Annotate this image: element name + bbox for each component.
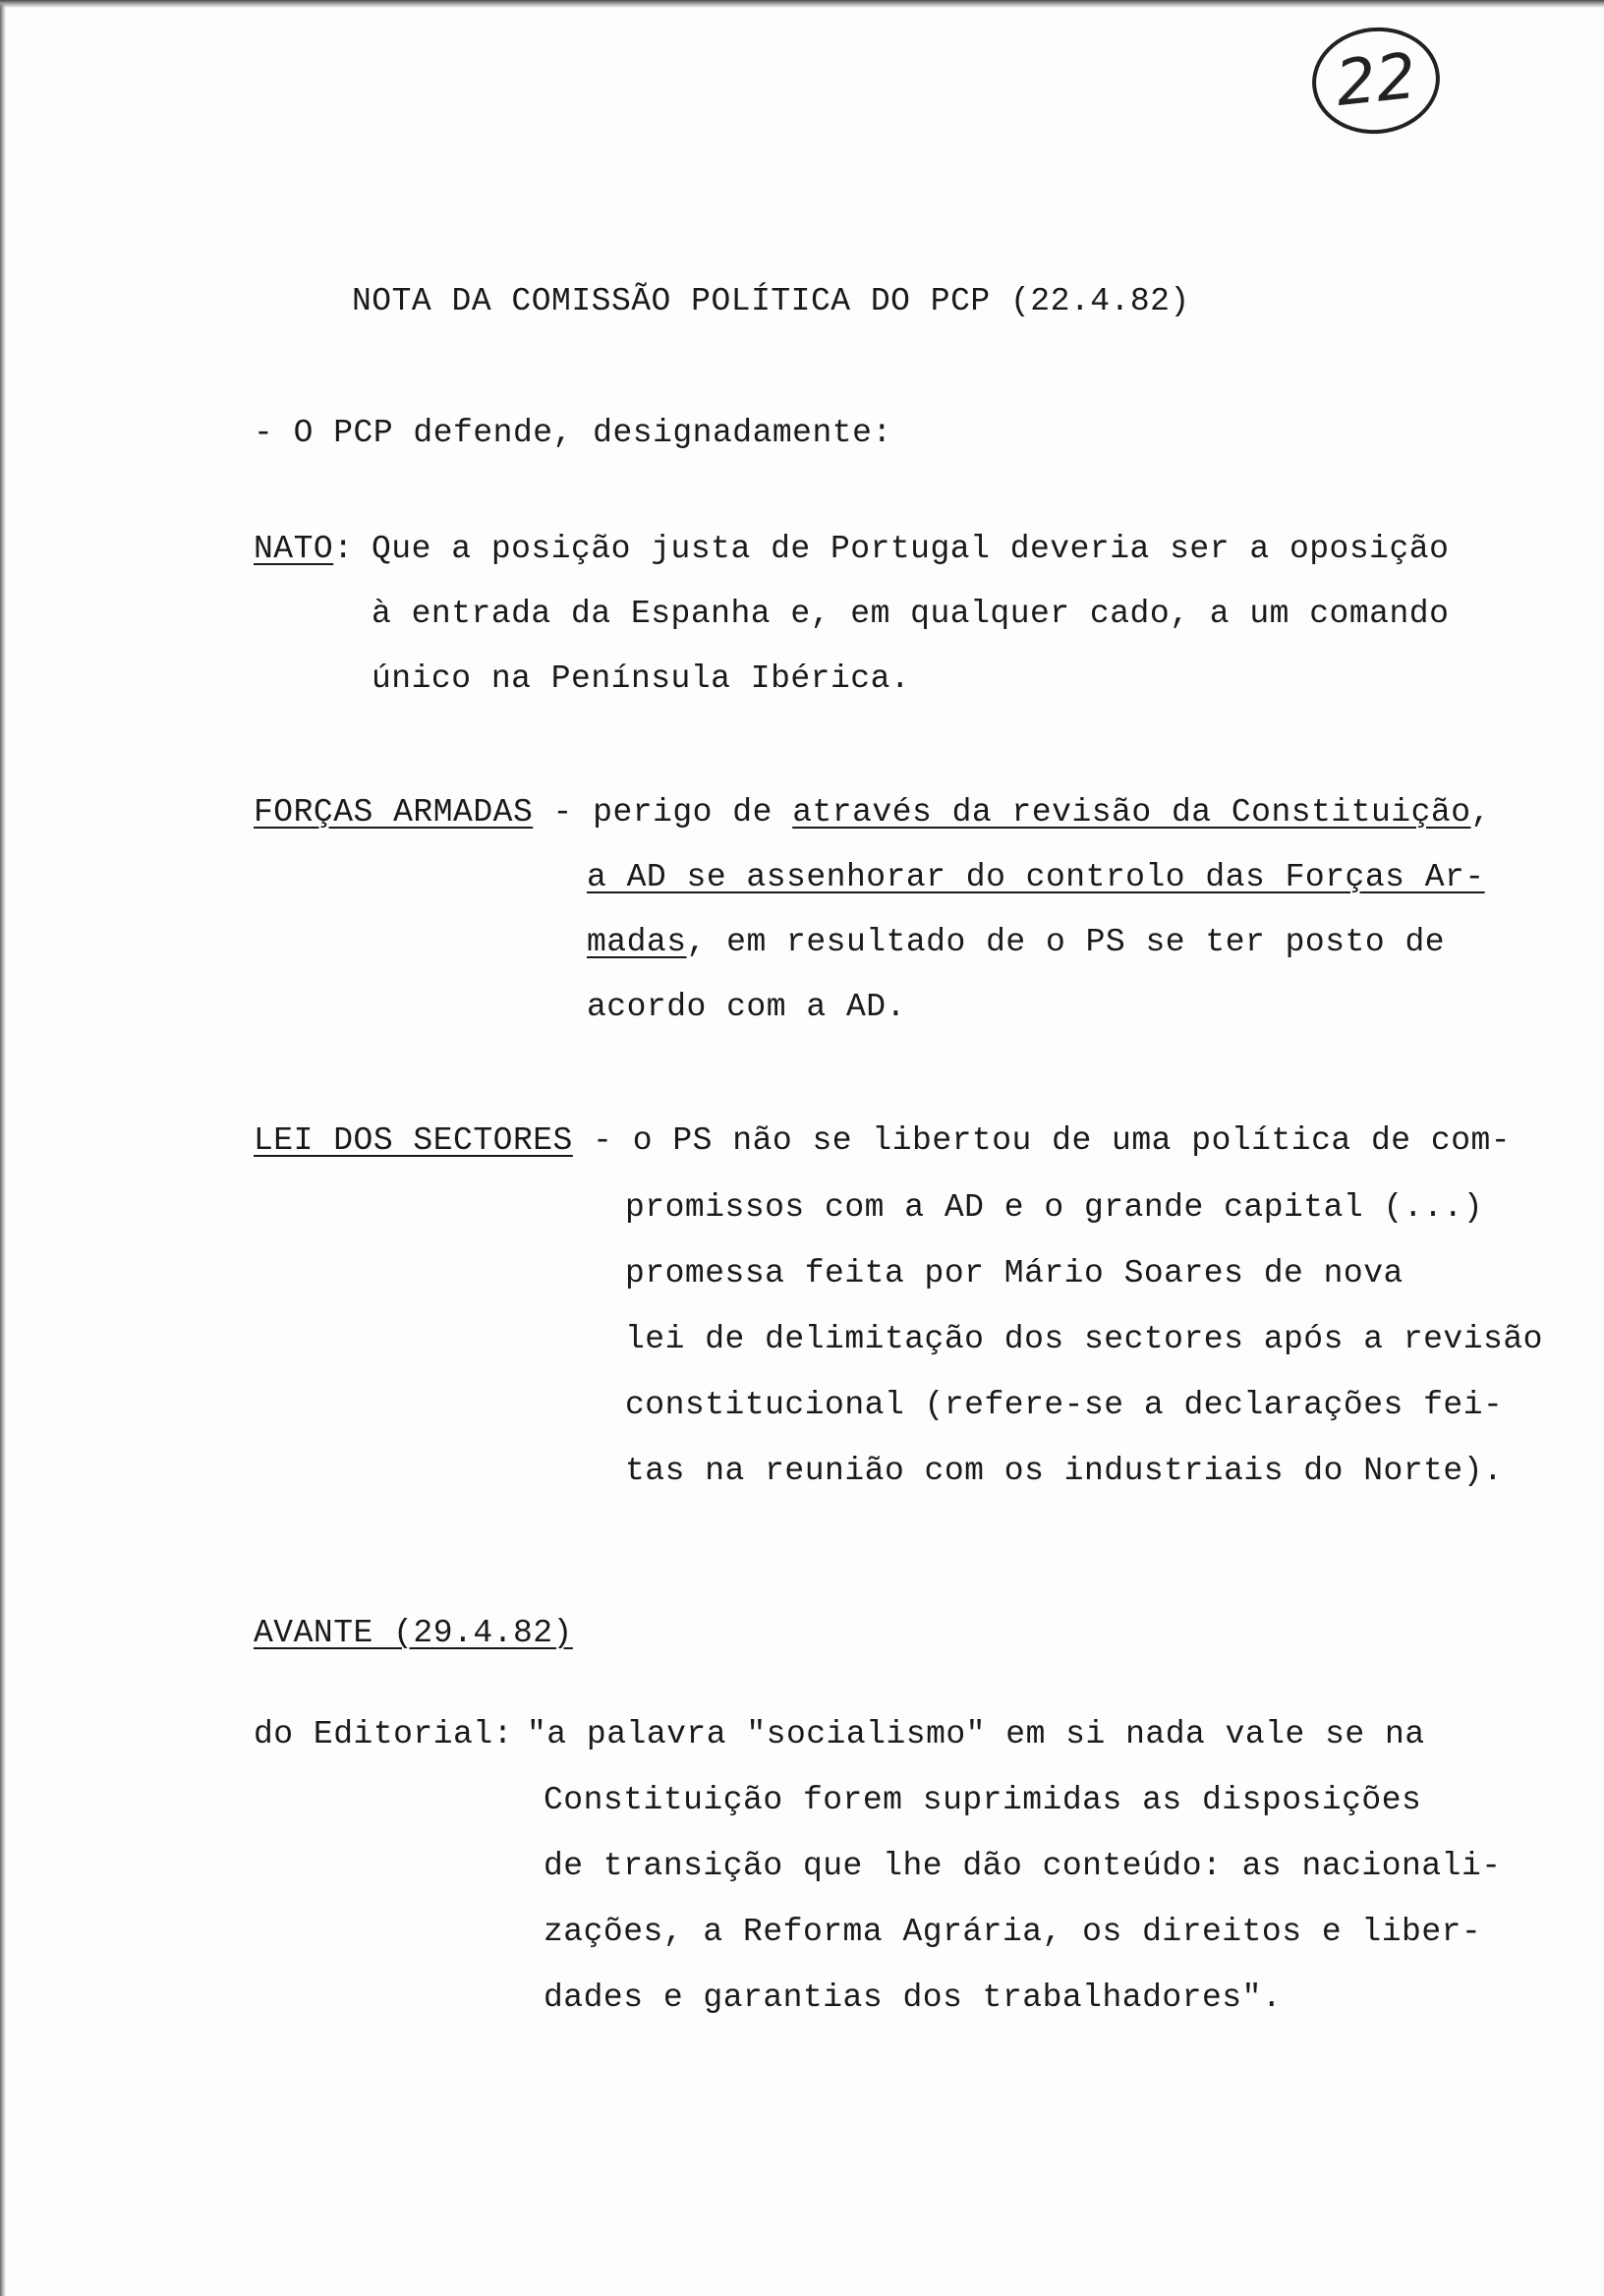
forcas-label: FORÇAS ARMADAS <box>254 794 534 831</box>
page-number-circled: 22 <box>1307 22 1446 141</box>
nato-colon: : <box>333 531 354 567</box>
forcas-line-2: a AD se assenhorar do controlo das Forças Ar- <box>587 859 1485 895</box>
nato-label: NATO <box>254 531 334 567</box>
forcas-underlined-3: madas <box>587 924 687 960</box>
avante-line-2: Constituição forem suprimidas as disposições <box>544 1782 1422 1818</box>
forcas-underlined-1: através da revisão da Constituição <box>792 794 1471 831</box>
scan-edge-top <box>0 0 1604 8</box>
lei-line-5: constitucional (refere-se a declarações fei- <box>625 1387 1504 1423</box>
lei-line-4: lei de delimitação dos sectores após a revisão <box>625 1321 1543 1357</box>
forcas-line-4: acordo com a AD. <box>587 989 906 1025</box>
avante-line-3: de transição que lhe dão conteúdo: as nacionali- <box>544 1848 1502 1884</box>
lei-label: LEI DOS SECTORES <box>254 1122 573 1159</box>
scan-edge-left <box>0 0 6 2296</box>
avante-line-1: "a palavra "socialismo" em si nada vale se na <box>527 1716 1425 1752</box>
avante-label: do Editorial: <box>254 1716 534 1752</box>
avante-line-4: zações, a Reforma Agrária, os direitos e liber- <box>544 1914 1482 1950</box>
lei-dash-text: - o PS não se libertou de uma política de com- <box>572 1122 1512 1159</box>
intro-line: - O PCP defende, designadamente: <box>254 415 892 451</box>
lei-line-6: tas na reunião com os industriais do Norte). <box>625 1453 1504 1489</box>
nato-line-1 <box>254 530 354 569</box>
forcas-line-3-rest: , em resultado de o PS se ter posto de <box>686 924 1446 960</box>
avante-line-5: dades e garantias dos trabalhadores". <box>544 1980 1283 2016</box>
lei-line-3: promessa feita por Mário Soares de nova <box>625 1255 1404 1292</box>
avante-heading: AVANTE (29.4.82) <box>254 1615 573 1651</box>
forcas-line-1 <box>254 793 1491 832</box>
nato-text-line-2: à entrada da Espanha e, em qualquer cado, a um comando <box>372 596 1450 632</box>
forcas-line-3 <box>587 923 1445 962</box>
lei-line-2: promissos com a AD e o grande capital (...) <box>625 1189 1484 1226</box>
nato-text-line-3: único na Península Ibérica. <box>372 660 911 697</box>
document-title: NOTA DA COMISSÃO POLÍTICA DO PCP (22.4.82) <box>352 283 1190 319</box>
forcas-comma: , <box>1470 794 1491 831</box>
lei-line-1 <box>254 1121 1511 1161</box>
forcas-dash: - perigo de <box>533 794 793 831</box>
nato-text-line-1: Que a posição justa de Portugal deveria ser a oposição <box>372 531 1450 567</box>
